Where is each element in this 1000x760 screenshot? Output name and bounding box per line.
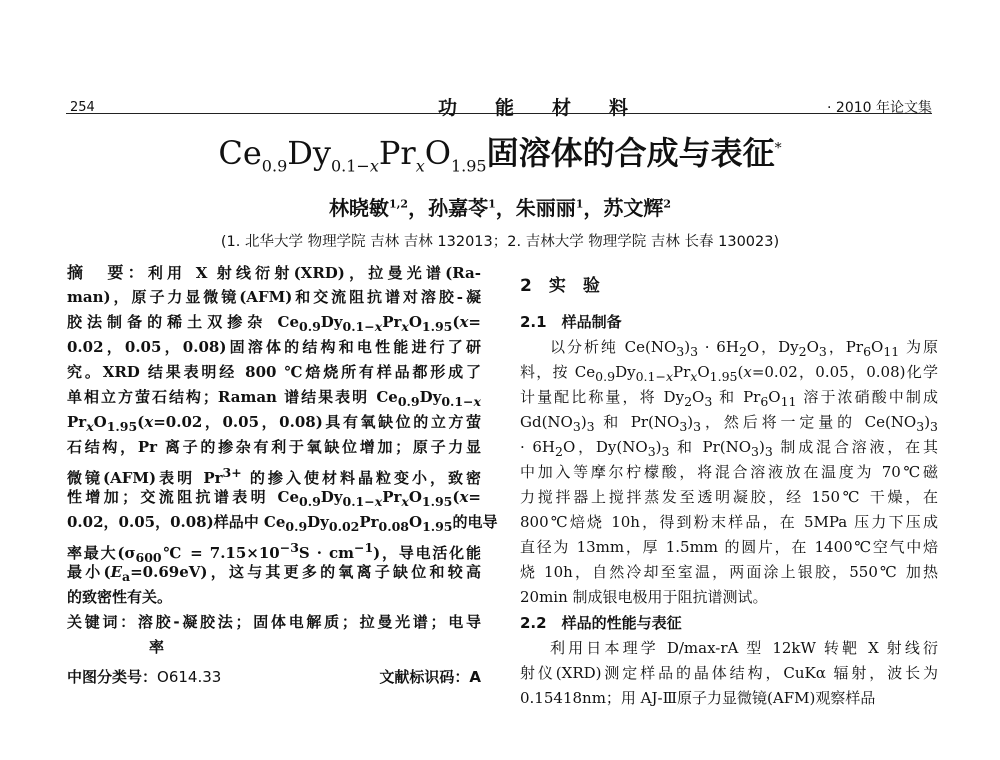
abstract-line [67,260,481,285]
abstract-line: 单相立方萤石结构；Raman 谱结果表明 $Ce_{0.9}Dy_{0.1-x}$ [67,388,481,409]
title-formula: $Ce_{0.9}Dy_{0.1-x}Pr_xO_{1.95}$ [218,134,487,176]
section-2-2-line: 射仪(XRD)测定样品的晶体结构，CuKα 辐射，波长为 [520,664,938,682]
title-text: 固溶体的合成与表征 [486,134,775,172]
abstract-line: 究。XRD 结果表明经 800 ℃焙烧所有样品都形成了 [67,363,481,381]
section-2-1-line: 力搅拌器上搅拌蒸发至透明凝胶，经 150℃ 干燥，在 [520,488,938,506]
affiliations: (1. 北华大学 物理学院 吉林 吉林 132013；2. 吉林大学 物理学院 吉林 长春 130023) [220,234,780,250]
section-2-1-body [520,335,938,610]
section-2-2-line: 利用日本理学 D/max-rA 型 12kW 转靶 X 射线衍 [550,639,938,657]
authors: 林晓敏$^{1,2}$，孙嘉苓$^1$，朱丽丽$^1$，苏文辉$^2$ [328,196,672,220]
doc-code-label: 文献标识码： [379,668,470,686]
abstract-line: 率最大$(\sigma_{600}℃ = 7.15\times 10^{-3}S \cdot cm^{-1})$，导电活化能 [67,540,481,565]
section-2-1-line: $Gd(NO_3)_3$ 和 $Pr(NO_3)_3$，然后将一定量的 $Ce(NO_3)_3$ [520,413,938,434]
section-2-1-title: 2.1 样品制备 [520,313,622,331]
left-column [67,260,498,694]
abstract-line: man)，原子力显微镜(AFM)和交流阻抗谱对溶胶-凝 [67,288,481,306]
abstract-line: $Pr_xO_{1.95}(x=0.02$，0.05，0.08)具有氧缺位的立方萤 [67,413,481,434]
section-2-title: 2 实 验 [520,276,600,296]
header-rule [66,113,932,114]
abstract-line: 0.02，0.05，0.08)样品中 $Ce_{0.9}Dy_{0.02}Pr_{0.08}O_{1.95}$的电导 [67,513,498,534]
section-2-1-line: 直径为 13mm，厚 1.5mm 的圆片，在 1400℃空气中焙 [520,538,938,556]
abstract-line: 的致密性有关。 [67,588,173,606]
keywords-line-2: 率 [149,638,165,656]
keywords-line-1 [67,610,481,635]
abstract-text: 利用 X 射线衍射(XRD)，拉曼光谱(Ra- [147,264,481,282]
journal-name: 功能材料 [438,97,667,119]
classification-label: 中图分类号： [67,668,158,686]
section-2-1-line: 20min 制成银电极用于阻抗谱测试。 [520,588,768,606]
section-2-2-line: 0.15418nm；用 AJ-Ⅲ原子力显微镜(AFM)观察样品 [520,689,876,707]
abstract-line: 石结构，Pr 离子的掺杂有利于氧缺位增加；原子力显 [67,438,481,456]
section-2-1-line: 烧 10h，自然冷却至室温，两面涂上银胶，550℃ 加热 [520,563,938,581]
abstract-line: 最小$(E_a=0.69eV)$，这与其更多的氧离子缺位和较高 [67,563,481,584]
classification-line [67,660,481,694]
section-2-1-line: 800℃焙烧 10h，得到粉末样品，在 5MPa 压力下压成 [520,513,938,531]
title-footnote-mark: * [774,140,782,157]
abstract-line: 0.02，0.05，0.08)固溶体的结构和电性能进行了研 [67,338,481,356]
section-2-2-body [520,636,938,711]
section-2-1-line: 以分析纯 $Ce(NO_3)_3 \cdot 6H_2O$，$Dy_2O_3$，$Pr_6O_{11}$ 为原 [550,338,938,359]
issue-label: · 2010 年论文集 [827,100,932,116]
doc-code-value: A [469,668,481,686]
section-2-1-line: 计量配比称量，将 $Dy_2O_3$ 和 $Pr_6O_{11}$ 溶于浓硝酸中制成 [520,388,938,409]
section-2-2-title: 2.2 样品的性能与表征 [520,614,682,632]
page-number: 254 [70,100,95,115]
section-2-1-line: · $6H_2O$，$Dy(NO_3)_3$ 和 $Pr(NO_3)_3$ 制成混合溶液，在其 [520,438,938,459]
keywords-text: 溶胶-凝胶法；固体电解质；拉曼光谱；电导 [137,613,481,631]
section-2-1-line: 中加入等摩尔柠檬酸，将混合溶液放在温度为 70℃磁 [520,463,938,481]
right-column [520,260,938,711]
abstract [67,260,498,610]
section-2-1-line: 料，按 $Ce_{0.9}Dy_{0.1-x}Pr_xO_{1.95}(x=0.02$，0.05，0.08)化学 [520,363,938,384]
abstract-line: 微镜(AFM)表明 $Pr^{3+}$ 的掺入使材料晶粒变小，致密 [67,465,481,487]
abstract-line: 胶法制备的稀土双掺杂 $Ce_{0.9}Dy_{0.1-x}Pr_xO_{1.95}(x=$ [67,313,481,334]
abstract-label: 摘 要： [67,263,148,282]
keywords-label: 关键词： [67,613,138,631]
paper-title [0,128,1000,175]
abstract-line: 性增加；交流阻抗谱表明 $Ce_{0.9}Dy_{0.1-x}Pr_xO_{1.95}(x=$ [67,488,481,509]
classification-value: O614.33 [157,668,222,686]
